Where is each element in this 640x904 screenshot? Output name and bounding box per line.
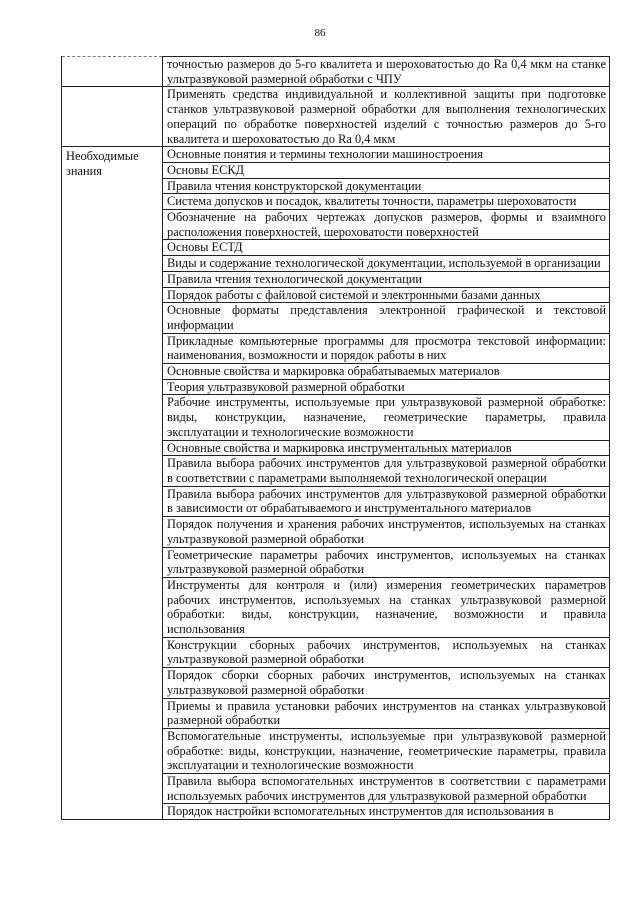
knowledge-item: Виды и содержание технологической документации, используемой в организации [163, 256, 610, 272]
knowledge-item: Правила выбора рабочих инструментов для ультразвуковой размерной обработки в соответствии с параметрами выполняемой технологической операции [163, 456, 610, 486]
competency-table [61, 56, 610, 820]
knowledge-item: Основные свойства и маркировка обрабатываемых материалов [163, 364, 610, 380]
knowledge-item: Обозначение на рабочих чертежах допусков размеров, формы и взаимного расположения поверхностей, шероховатости поверхностей [163, 210, 610, 240]
knowledge-item: Основные форматы представления электронной графической и текстовой информации [163, 303, 610, 333]
knowledge-item: Приемы и правила установки рабочих инструментов на станках ультразвуковой размерной обработки [163, 698, 610, 728]
section-label: Необходимые знания [62, 147, 163, 820]
knowledge-item: Правила чтения конструкторской документации [163, 178, 610, 194]
knowledge-item: Вспомогательные инструменты, используемые при ультразвуковой размерной обработке: виды, конструкции, назначение, геометрические параметры, правила эксплуатации и технологические возможности [163, 728, 610, 773]
empty-label-cell [62, 87, 163, 147]
knowledge-item: Геометрические параметры рабочих инструментов, используемых на станках ультразвуковой размерной обработки [163, 547, 610, 577]
knowledge-item: Правила выбора вспомогательных инструментов в соответствии с параметрами используемых рабочих инструментов для ультразвуковой размерной обработки [163, 774, 610, 804]
knowledge-item: Рабочие инструменты, используемые при ультразвуковой размерной обработке: виды, конструкции, назначение, геометрические параметры, правила эксплуатации и технологические возможности [163, 395, 610, 440]
knowledge-item: Прикладные компьютерные программы для просмотра текстовой информации: наименования, возможности и порядок работы в них [163, 333, 610, 363]
knowledge-item: Порядок работы с файловой системой и электронными базами данных [163, 287, 610, 303]
table-row [62, 57, 610, 87]
knowledge-item: Основы ЕСТД [163, 240, 610, 256]
knowledge-item: Инструменты для контроля и (или) измерения геометрических параметров рабочих инструментов, используемых на станках ультразвуковой размерной обработки: виды, конструкции, назначение, возможности и правила использования [163, 577, 610, 637]
knowledge-item: Правила чтения технологической документации [163, 271, 610, 287]
knowledge-item: Основные понятия и термины технологии машиностроения [163, 147, 610, 163]
table-row [62, 147, 610, 163]
knowledge-item: Порядок сборки сборных рабочих инструментов, используемых на станках ультразвуковой размерной обработки [163, 668, 610, 698]
skill-item: Применять средства индивидуальной и коллективной защиты при подготовке станков ультразвуковой размерной обработки для выполнения технологических операций по обработке поверхностей изделий с точностью размеров до 5-го квалитета и шероховатостью до Ra 0,4 мкм [163, 87, 610, 147]
table-row [62, 87, 610, 147]
skill-item: точностью размеров до 5-го квалитета и шероховатостью до Ra 0,4 мкм на станке ультразвуковой размерной обработки с ЧПУ [163, 57, 610, 87]
knowledge-item: Основы ЕСКД [163, 162, 610, 178]
page-number: 86 [314, 27, 326, 39]
knowledge-item: Теория ультразвуковой размерной обработки [163, 379, 610, 395]
knowledge-item: Конструкции сборных рабочих инструментов, используемых на станках ультразвуковой размерной обработки [163, 637, 610, 667]
knowledge-item: Система допусков и посадок, квалитеты точности, параметры шероховатости [163, 194, 610, 210]
knowledge-item: Правила выбора рабочих инструментов для ультразвуковой размерной обработки в зависимости от обрабатываемого и инструментального материалов [163, 486, 610, 516]
empty-label-cell [62, 57, 163, 87]
knowledge-item: Порядок настройки вспомогательных инструментов для использования в [163, 804, 610, 820]
knowledge-item: Основные свойства и маркировка инструментальных материалов [163, 440, 610, 456]
knowledge-item: Порядок получения и хранения рабочих инструментов, используемых на станках ультразвуковой размерной обработки [163, 517, 610, 547]
